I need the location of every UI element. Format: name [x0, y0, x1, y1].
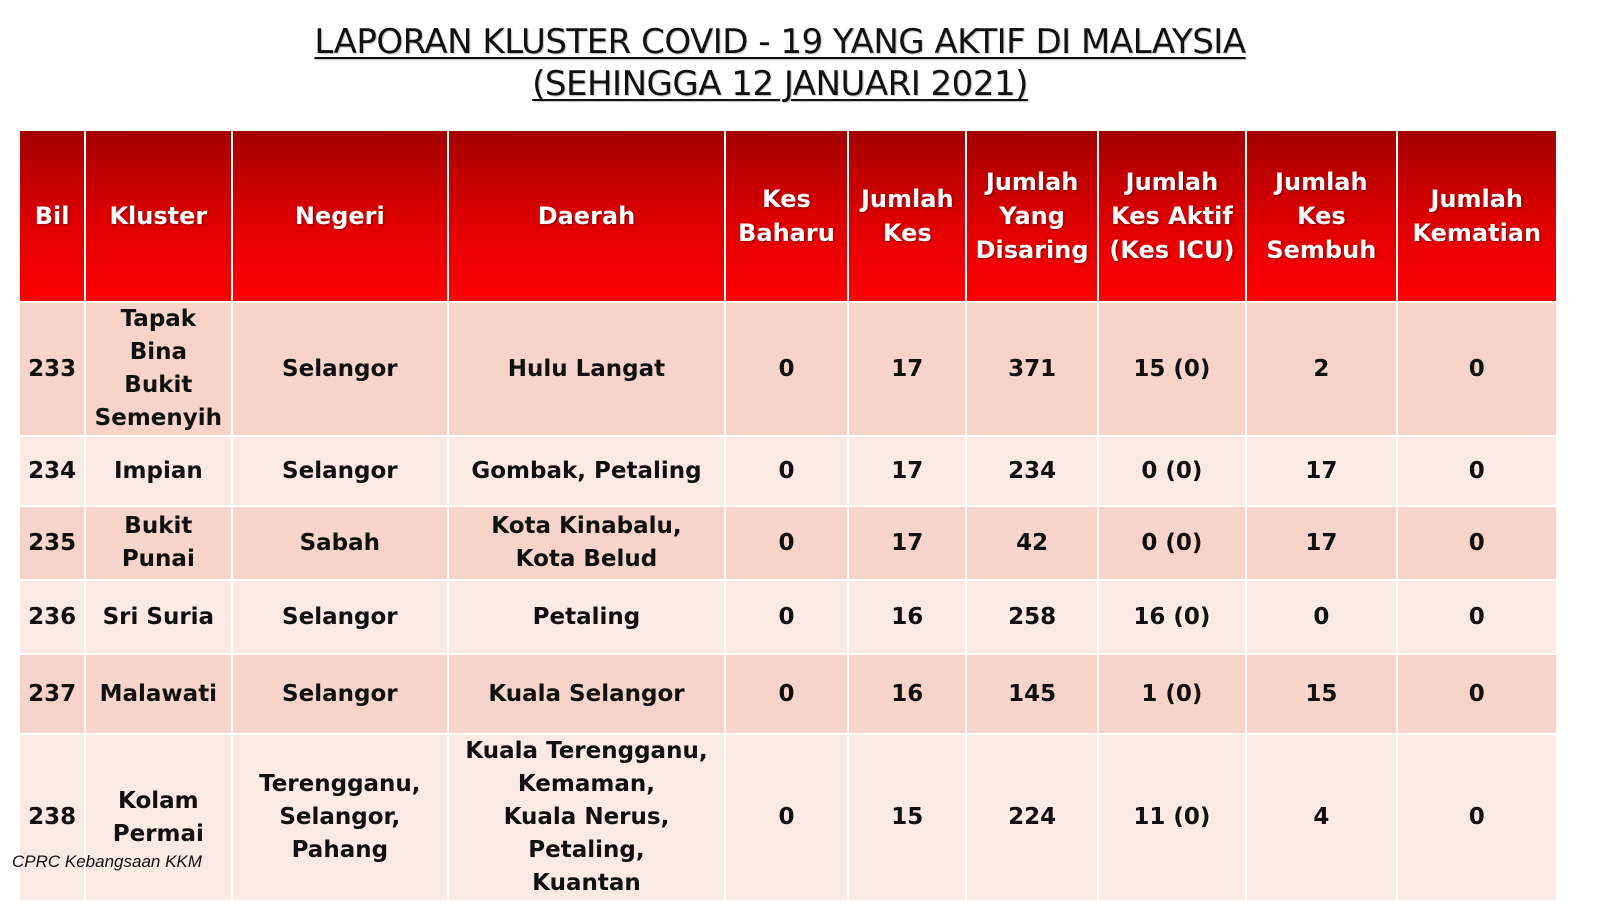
header-jumlah-kes-sembuh: Jumlah Kes Sembuh	[1247, 131, 1395, 301]
table-row	[20, 303, 1556, 435]
cell-kluster: Tapak Bina Bukit Semenyih	[86, 303, 230, 435]
cell-jumlah-kes: 16	[849, 655, 965, 733]
cell-kes-aktif: 11 (0)	[1099, 735, 1245, 900]
cell-kes-aktif: 0 (0)	[1099, 507, 1245, 579]
cell-bil: 235	[20, 507, 84, 579]
cluster-table	[18, 129, 1558, 902]
cell-jumlah-disaring: 234	[967, 437, 1096, 505]
cell-negeri: Terengganu, Selangor, Pahang	[233, 735, 448, 900]
cell-kematian: 0	[1398, 581, 1556, 653]
cell-daerah: Petaling	[449, 581, 724, 653]
cell-jumlah-disaring: 145	[967, 655, 1096, 733]
cell-kluster: Impian	[86, 437, 230, 505]
table-header-row	[20, 131, 1556, 301]
header-kluster: Kluster	[86, 131, 230, 301]
cell-kes-aktif: 16 (0)	[1099, 581, 1245, 653]
cell-jumlah-kes: 15	[849, 735, 965, 900]
cell-jumlah-kes: 16	[849, 581, 965, 653]
header-bil: Bil	[20, 131, 84, 301]
cell-kluster: Kolam Permai	[86, 735, 230, 900]
cell-kluster: Malawati	[86, 655, 230, 733]
table-row	[20, 735, 1556, 900]
cell-daerah: Kota Kinabalu, Kota Belud	[449, 507, 724, 579]
cell-negeri: Selangor	[233, 655, 448, 733]
cell-kematian: 0	[1398, 437, 1556, 505]
cell-bil: 238	[20, 735, 84, 900]
cell-kluster: Sri Suria	[86, 581, 230, 653]
cell-kes-baharu: 0	[726, 581, 847, 653]
cell-kes-baharu: 0	[726, 507, 847, 579]
cell-jumlah-kes: 17	[849, 437, 965, 505]
cell-jumlah-disaring: 371	[967, 303, 1096, 435]
header-jumlah-kes-aktif: Jumlah Kes Aktif (Kes ICU)	[1099, 131, 1245, 301]
cell-kes-sembuh: 17	[1247, 507, 1395, 579]
header-daerah: Daerah	[449, 131, 724, 301]
cell-kes-baharu: 0	[726, 437, 847, 505]
cell-jumlah-kes: 17	[849, 507, 965, 579]
cell-kes-sembuh: 17	[1247, 437, 1395, 505]
cell-kes-aktif: 0 (0)	[1099, 437, 1245, 505]
header-kes-baharu: Kes Baharu	[726, 131, 847, 301]
cell-negeri: Selangor	[233, 303, 448, 435]
report-title: LAPORAN KLUSTER COVID - 19 YANG AKTIF DI MALAYSIA	[314, 22, 1246, 62]
cell-daerah: Kuala Selangor	[449, 655, 724, 733]
table-row	[20, 437, 1556, 505]
header-negeri: Negeri	[233, 131, 448, 301]
cell-bil: 233	[20, 303, 84, 435]
cell-kematian: 0	[1398, 655, 1556, 733]
cell-kes-sembuh: 15	[1247, 655, 1395, 733]
cell-jumlah-disaring: 224	[967, 735, 1096, 900]
header-jumlah-kes: Jumlah Kes	[849, 131, 965, 301]
table-row	[20, 581, 1556, 653]
cell-jumlah-disaring: 258	[967, 581, 1096, 653]
cell-bil: 236	[20, 581, 84, 653]
cell-kluster: Bukit Punai	[86, 507, 230, 579]
cell-kematian: 0	[1398, 735, 1556, 900]
cell-daerah: Hulu Langat	[449, 303, 724, 435]
cell-kematian: 0	[1398, 303, 1556, 435]
cell-kes-baharu: 0	[726, 735, 847, 900]
cell-kes-sembuh: 4	[1247, 735, 1395, 900]
source-credit: CPRC Kebangsaan KKM	[12, 852, 202, 871]
cell-jumlah-disaring: 42	[967, 507, 1096, 579]
cell-kes-sembuh: 2	[1247, 303, 1395, 435]
header-jumlah-yang-disaring: Jumlah Yang Disaring	[967, 131, 1096, 301]
cell-negeri: Selangor	[233, 437, 448, 505]
cell-daerah: Gombak, Petaling	[449, 437, 724, 505]
table-row	[20, 655, 1556, 733]
cell-negeri: Sabah	[233, 507, 448, 579]
cell-kematian: 0	[1398, 507, 1556, 579]
table-row	[20, 507, 1556, 579]
cell-kes-sembuh: 0	[1247, 581, 1395, 653]
cell-daerah: Kuala Terengganu, Kemaman, Kuala Nerus, Petaling, Kuantan	[449, 735, 724, 900]
cell-kes-baharu: 0	[726, 303, 847, 435]
header-jumlah-kematian: Jumlah Kematian	[1398, 131, 1556, 301]
cell-bil: 237	[20, 655, 84, 733]
report-date-subtitle: (SEHINGGA 12 JANUARI 2021)	[532, 64, 1028, 104]
cell-kes-aktif: 15 (0)	[1099, 303, 1245, 435]
cell-kes-aktif: 1 (0)	[1099, 655, 1245, 733]
cell-kes-baharu: 0	[726, 655, 847, 733]
cell-jumlah-kes: 17	[849, 303, 965, 435]
cell-bil: 234	[20, 437, 84, 505]
cell-negeri: Selangor	[233, 581, 448, 653]
